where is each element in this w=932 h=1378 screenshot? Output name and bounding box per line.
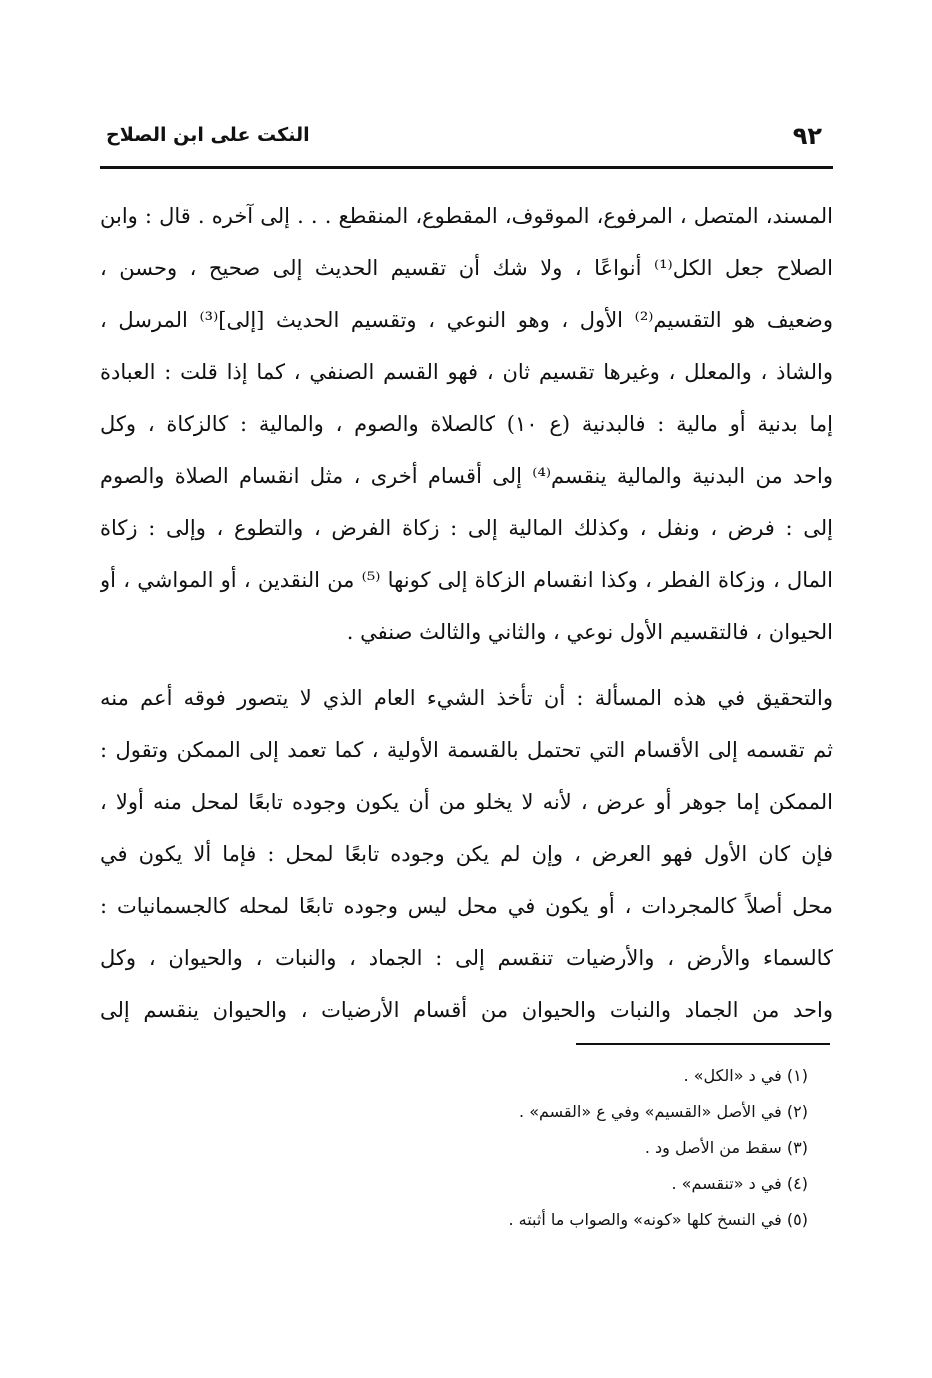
paragraph-2 [100, 672, 833, 1036]
text-line: ثم تقسمه إلى الأقسام التي تحتمل بالقسمة الأولية ، كما تعمد إلى الممكن وتقول : [100, 738, 833, 762]
text-line: والشاذ ، والمعلل ، وغيرها تقسيم ثان ، فهو القسم الصنفي ، كما إذا قلت : العبادة [100, 360, 833, 384]
page-header [100, 118, 830, 158]
text-line: المال ، وزكاة الفطر ، وكذا انقسام الزكاة إلى كونها ⁽⁵⁾ من النقدين ، أو المواشي ، أو [100, 568, 833, 592]
footnote-5: (٥) في النسخ كلها «كونه» والصواب ما أثبته . [508, 1210, 808, 1229]
footnotes [300, 1058, 808, 1238]
text-line: فإن كان الأول فهو العرض ، وإن لم يكن وجوده تابعًا لمحل : فإما ألا يكون في [100, 842, 833, 866]
text-line: إما بدنية أو مالية : فالبدنية (ع ١٠) كالصلاة والصوم ، والمالية : كالزكاة ، وكل [100, 412, 833, 436]
footnote-2: (٢) في الأصل «القسيم» وفي ع «القسم» . [519, 1102, 808, 1121]
paragraph-1 [100, 190, 833, 658]
text-line: إلى : فرض ، ونفل ، وكذلك المالية إلى : زكاة الفرض ، والتطوع ، وإلى : زكاة [100, 516, 833, 540]
main-text [100, 190, 833, 1036]
running-title: النكت على ابن الصلاح [106, 124, 310, 146]
text-line: وضعيف هو التقسيم⁽²⁾ الأول ، وهو النوعي ، وتقسيم الحديث [إلى]⁽³⁾ المرسل ، [100, 308, 833, 332]
footnote-separator [576, 1043, 830, 1045]
footnote-3: (٣) سقط من الأصل ود . [644, 1138, 808, 1157]
text-line: الحيوان ، فالتقسيم الأول نوعي ، والثاني والثالث صنفي . [346, 620, 833, 644]
footnote-1: (١) في د «الكل» . [683, 1066, 808, 1085]
text-line: الممكن إما جوهر أو عرض ، لأنه لا يخلو من أن يكون وجوده تابعًا لمحل منه أولا ، [100, 790, 833, 814]
text-line: كالسماء والأرض ، والأرضيات تنقسم إلى : الجماد ، والنبات ، والحيوان ، وكل [100, 946, 833, 970]
text-line: المسند، المتصل ، المرفوع، الموقوف، المقطوع، المنقطع . . . إلى آخره . قال : وابن [100, 204, 833, 228]
paragraph-gap [100, 658, 833, 672]
page-number: ٩٢ [792, 122, 822, 150]
text-line: واحد من البدنية والمالية ينقسم⁽⁴⁾ إلى أقسام أخرى ، مثل انقسام الصلاة والصوم [100, 464, 833, 488]
header-rule [100, 166, 833, 169]
text-line: والتحقيق في هذه المسألة : أن تأخذ الشيء العام الذي لا يتصور فوقه أعم منه [100, 686, 833, 710]
text-line: محل أصلاً كالمجردات ، أو يكون في محل ليس وجوده تابعًا لمحله كالجسمانيات : [100, 894, 833, 918]
text-line: الصلاح جعل الكل⁽¹⁾ أنواعًا ، ولا شك أن تقسيم الحديث إلى صحيح ، وحسن ، [100, 256, 833, 280]
text-line: واحد من الجماد والنبات والحيوان من أقسام الأرضيات ، والحيوان ينقسم إلى [100, 998, 833, 1022]
footnote-4: (٤) في د «تنقسم» . [671, 1174, 808, 1193]
